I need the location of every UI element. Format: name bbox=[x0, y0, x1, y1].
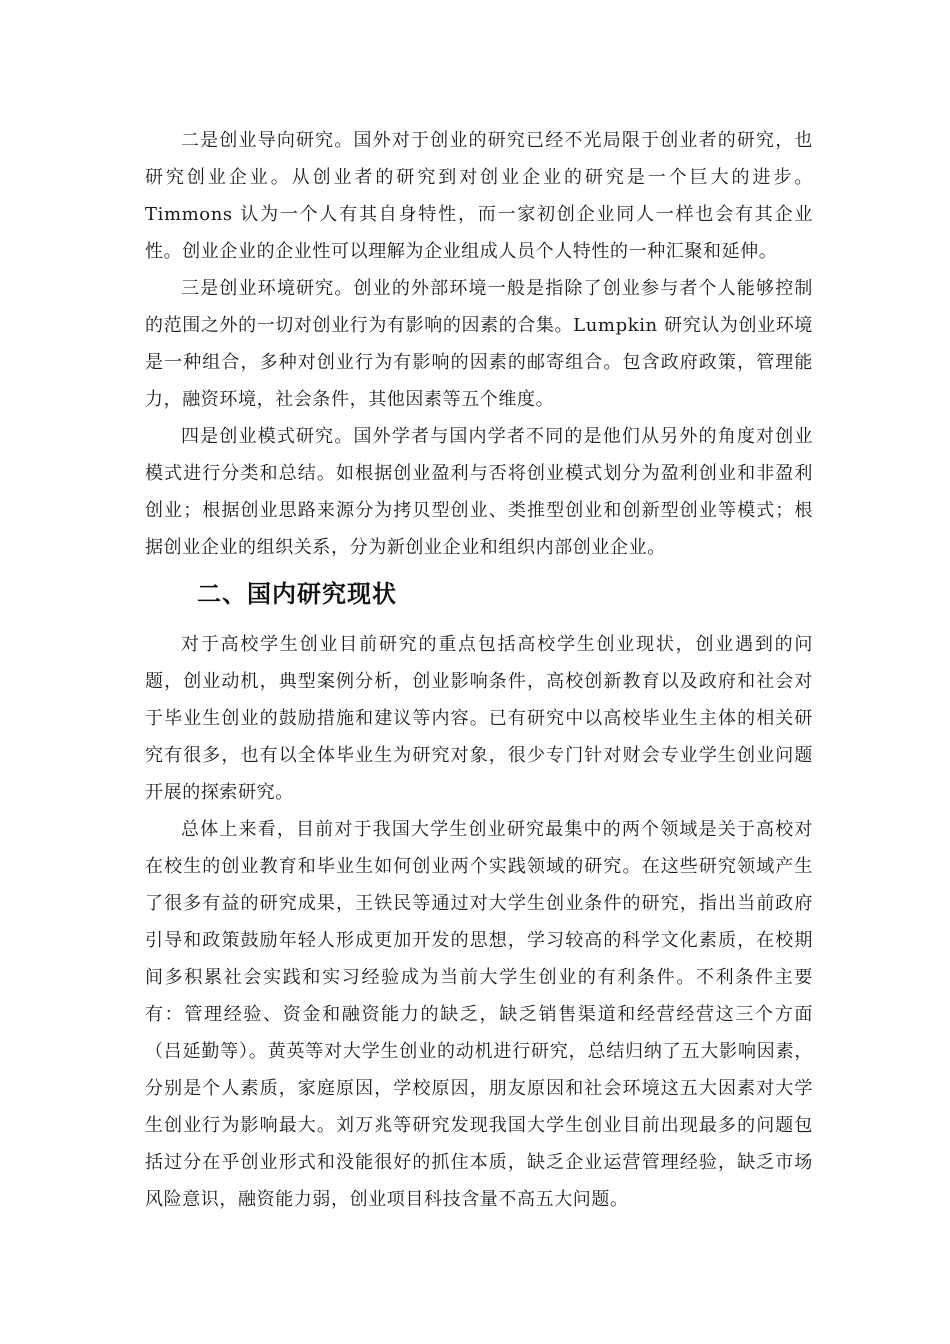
paragraph-entrepreneurial-environment: 三是创业环境研究。创业的外部环境一般是指除了创业参与者个人能够控制的范围之外的一切对创业行为有影响的因素的合集。Lumpkin 研究认为创业环境是一种组合，多种对创业行为有影响的因素的邮寄组合。包含政府政策，管理能力，融资环境，社会条件，其他因素等五个维度。 bbox=[145, 278, 813, 410]
section-heading-domestic-research: 二、国内研究现状 bbox=[197, 580, 397, 608]
paragraph-research-overview: 总体上来看，目前对于我国大学生创业研究最集中的两个领域是关于高校对在校生的创业教育和毕业生如何创业两个实践领域的研究。在这些研究领域产生了很多有益的研究成果，王铁民等通过对大学生创业条件的研究，指出当前政府引导和政策鼓励年轻人形成更加开发的思想，学习较高的科学文化素质，在校期间多积累社会实践和实习经验成为当前大学生创业的有利条件。不利条件主要有：管理经验、资金和融资能力的缺乏，缺乏销售渠道和经营经营这三个方面（吕延勤等）。黄英等对大学生创业的动机进行研究，总结归纳了五大影响因素，分别是个人素质，家庭原因，学校原因，朋友原因和社会环境这五大因素对大学生创业行为影响最大。刘万兆等研究发现我国大学生创业目前出现最多的问题包括过分在乎创业形式和没能很好的抓住本质，缺乏企业运营管理经验，缺乏市场风险意识，融资能力弱，创业项目科技含量不高五大问题。 bbox=[145, 819, 813, 1210]
document-body bbox=[145, 122, 813, 1218]
paragraph-entrepreneurial-orientation: 二是创业导向研究。国外对于创业的研究已经不光局限于创业者的研究，也研究创业企业。从创业者的研究到对创业企业的研究是一个巨大的进步。Timmons 认为一个人有其自身特性，而一家初创企业同人一样也会有其企业性。创业企业的企业性可以理解为企业组成人员个人特性的一种汇聚和延伸。 bbox=[145, 130, 813, 262]
paragraph-research-focus: 对于高校学生创业目前研究的重点包括高校学生创业现状，创业遇到的问题，创业动机，典型案例分析，创业影响条件，高校创新教育以及政府和社会对于毕业生创业的鼓励措施和建议等内容。已有研究中以高校毕业生主体的相关研究有很多，也有以全体毕业生为研究对象，很少专门针对财会专业学生创业问题开展的探索研究。 bbox=[145, 634, 813, 803]
paragraph-entrepreneurial-model: 四是创业模式研究。国外学者与国内学者不同的是他们从另外的角度对创业模式进行分类和总结。如根据创业盈利与否将创业模式划分为盈利创业和非盈利创业；根据创业思路来源分为拷贝型创业、类推型创业和创新型创业等模式；根据创业企业的组织关系，分为新创业企业和组织内部创业企业。 bbox=[145, 426, 813, 558]
